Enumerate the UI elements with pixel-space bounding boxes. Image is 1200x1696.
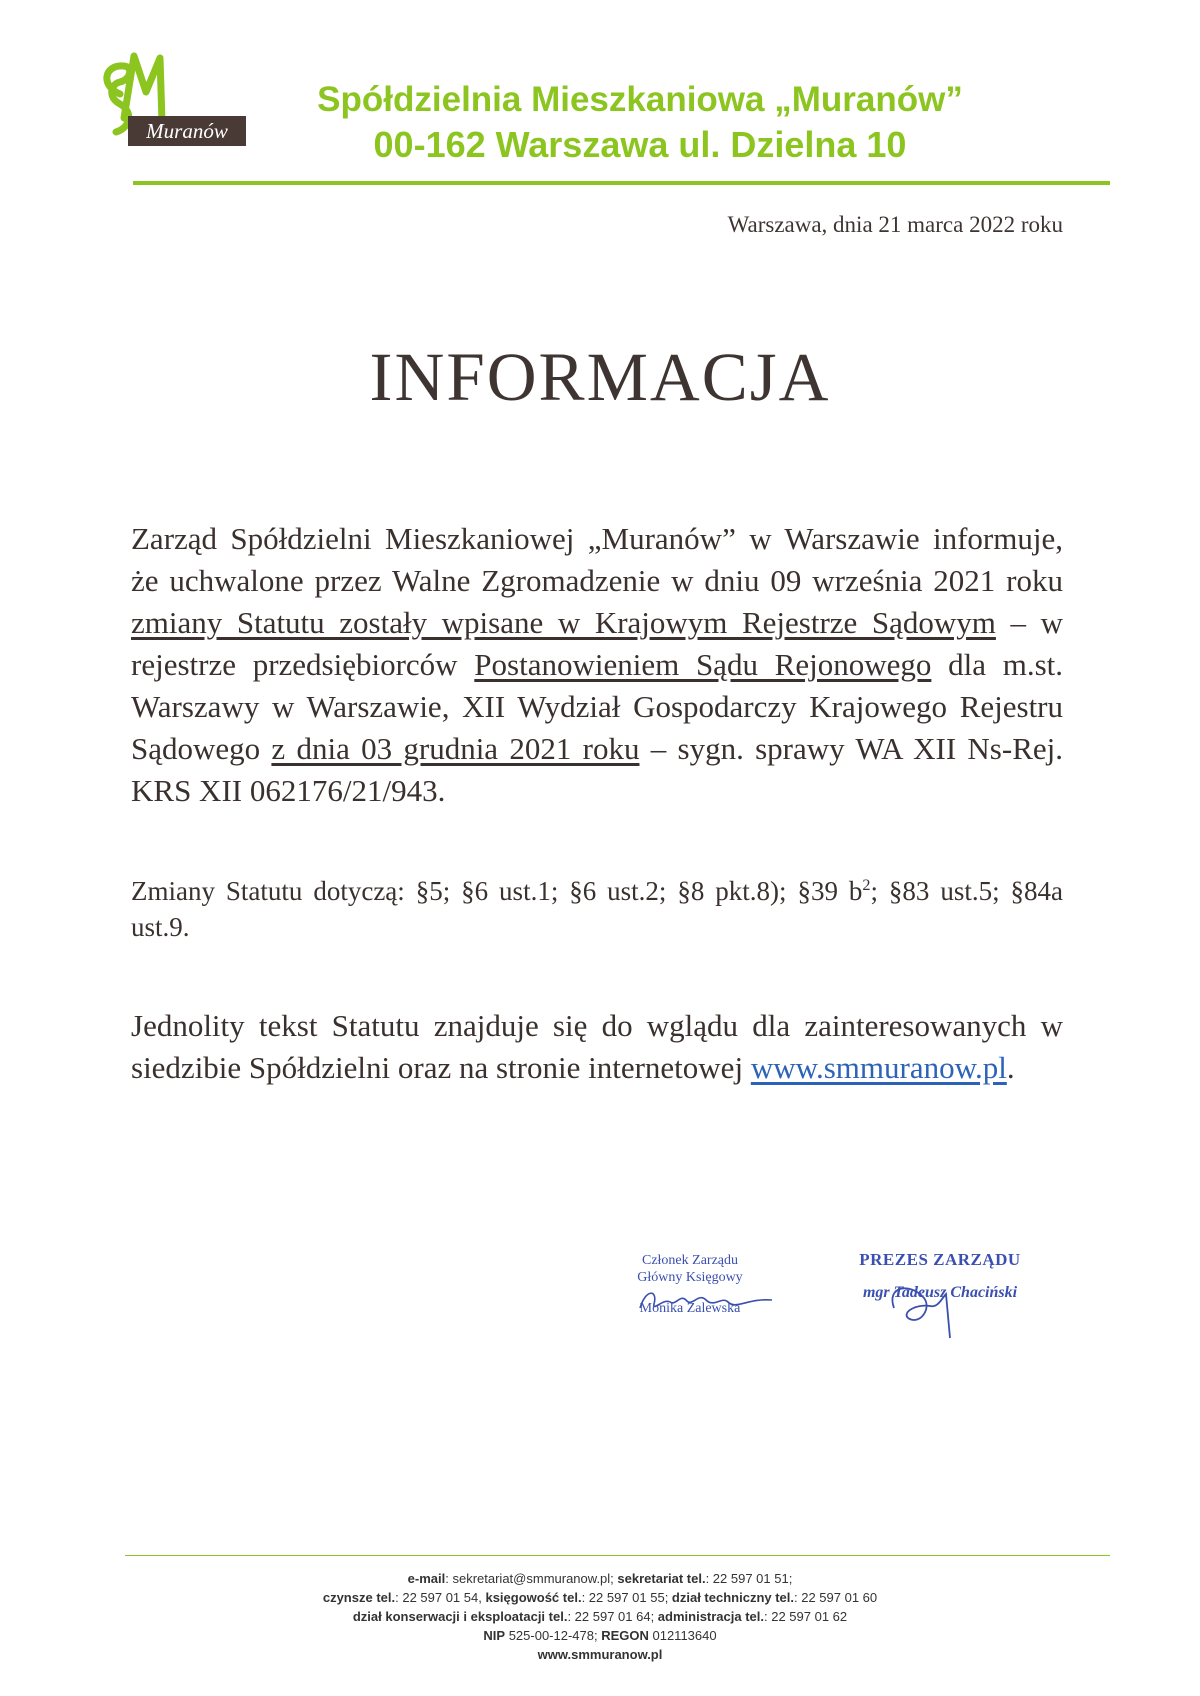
handwritten-signature-left bbox=[636, 1282, 776, 1322]
footer-value-accounting: : 22 597 01 55; bbox=[581, 1590, 672, 1605]
p2-text-1: Zmiany Statutu dotyczą: §5; §6 ust.1; §6 ust.2; §8 pkt.8); §39 b bbox=[131, 876, 863, 906]
org-name: Spółdzielnia Mieszkaniowa „Muranów” bbox=[317, 80, 963, 119]
footer-value-nip: 525-00-12-478; bbox=[505, 1628, 602, 1643]
p1-underline-date: z dnia 03 grudnia 2021 roku bbox=[271, 731, 640, 766]
sig1-name: Monika Zalewska bbox=[639, 1301, 741, 1316]
p1-text-4: – sygn. sprawy WA XII Ns-Rej. KRS XII 062176/21/943. bbox=[131, 731, 1063, 808]
org-address: 00-162 Warszawa ul. Dzielna 10 bbox=[373, 124, 907, 165]
footer-value-maintenance: : 22 597 01 64; bbox=[567, 1609, 658, 1624]
p1-text-2: – w rejestrze przedsiębiorców bbox=[131, 605, 1063, 682]
letter-date: Warszawa, dnia 21 marca 2022 roku bbox=[727, 212, 1063, 237]
paragraph-consolidated-text bbox=[131, 1005, 1063, 1089]
footer-value-technical: : 22 597 01 60 bbox=[794, 1590, 878, 1605]
paragraph-registration bbox=[131, 518, 1063, 812]
footer-label-email: e-mail bbox=[407, 1571, 446, 1586]
logo-text: Muranów bbox=[146, 119, 228, 143]
organization-header bbox=[240, 78, 1040, 168]
footer-label-accounting: księgowość tel. bbox=[485, 1590, 582, 1605]
footer-value-secretariat: : 22 597 01 51; bbox=[705, 1571, 793, 1586]
p2-text-2: ; §83 ust.5; §84a ust.9. bbox=[131, 876, 1063, 942]
handwritten-signature-right bbox=[880, 1268, 990, 1348]
logo-graphic bbox=[90, 46, 250, 156]
p3-text-2: . bbox=[1006, 1050, 1015, 1085]
header-divider bbox=[133, 181, 1110, 185]
website-link[interactable]: www.smmuranow.pl bbox=[750, 1050, 1007, 1085]
footer-value-rent: : 22 597 01 54, bbox=[395, 1590, 486, 1605]
footer-label-technical: dział techniczny tel. bbox=[671, 1590, 795, 1605]
footer-label-nip: NIP bbox=[483, 1628, 506, 1643]
footer-label-regon: REGON bbox=[601, 1628, 649, 1643]
footer-website[interactable] bbox=[0, 1645, 1200, 1664]
p3-text-1: Jednolity tekst Statutu znajduje się do wglądu dla zainteresowanych w siedzibie Spółdzielni oraz na stronie internetowej bbox=[131, 1008, 1063, 1085]
footer-label-rent: czynsze tel. bbox=[322, 1590, 396, 1605]
p1-text-1: Zarząd Spółdzielni Mieszkaniowej „Muranów” w Warszawie informuje, że uchwalone przez Walne Zgromadzenie w dniu 09 września 2021 roku bbox=[131, 521, 1063, 598]
sig1-role: Członek Zarządu bbox=[641, 1253, 738, 1268]
p1-text-3: dla m.st. Warszawy w Warszawie, XII Wydział Gospodarczy Krajowego Rejestru Sądowego bbox=[131, 647, 1063, 766]
footer-website-text: www.smmuranow.pl bbox=[537, 1647, 663, 1662]
footer-line-ids bbox=[0, 1626, 1200, 1645]
p1-underline-statute: zmiany Statutu zostały wpisane w Krajowym Rejestrze Sądowym bbox=[131, 605, 996, 640]
footer-divider bbox=[125, 1555, 1110, 1556]
footer-line-maintenance bbox=[0, 1607, 1200, 1626]
footer-label-secretariat: sekretariat tel. bbox=[617, 1571, 706, 1586]
sig1-position: Główny Księgowy bbox=[637, 1270, 743, 1285]
footer-contacts bbox=[0, 1569, 1200, 1664]
company-logo bbox=[90, 46, 250, 156]
p1-underline-court: Postanowieniem Sądu Rejonowego bbox=[474, 647, 932, 682]
footer-label-administration: administracja tel. bbox=[657, 1609, 765, 1624]
paragraph-changes bbox=[131, 873, 1063, 945]
footer-line-email bbox=[0, 1569, 1200, 1588]
footer-label-maintenance: dział konserwacji i eksploatacji tel. bbox=[352, 1609, 568, 1624]
sig2-name: mgr Tadeusz Chaciński bbox=[862, 1284, 1018, 1301]
page-title: INFORMACJA bbox=[369, 339, 831, 415]
sig2-role: PREZES ZARZĄDU bbox=[859, 1250, 1021, 1269]
footer-value-email: : sekretariat@smmuranow.pl; bbox=[445, 1571, 618, 1586]
p2-superscript: 2 bbox=[862, 876, 871, 894]
footer-value-administration: : 22 597 01 62 bbox=[764, 1609, 848, 1624]
footer-value-regon: 012113640 bbox=[648, 1628, 717, 1643]
footer-line-phones bbox=[0, 1588, 1200, 1607]
